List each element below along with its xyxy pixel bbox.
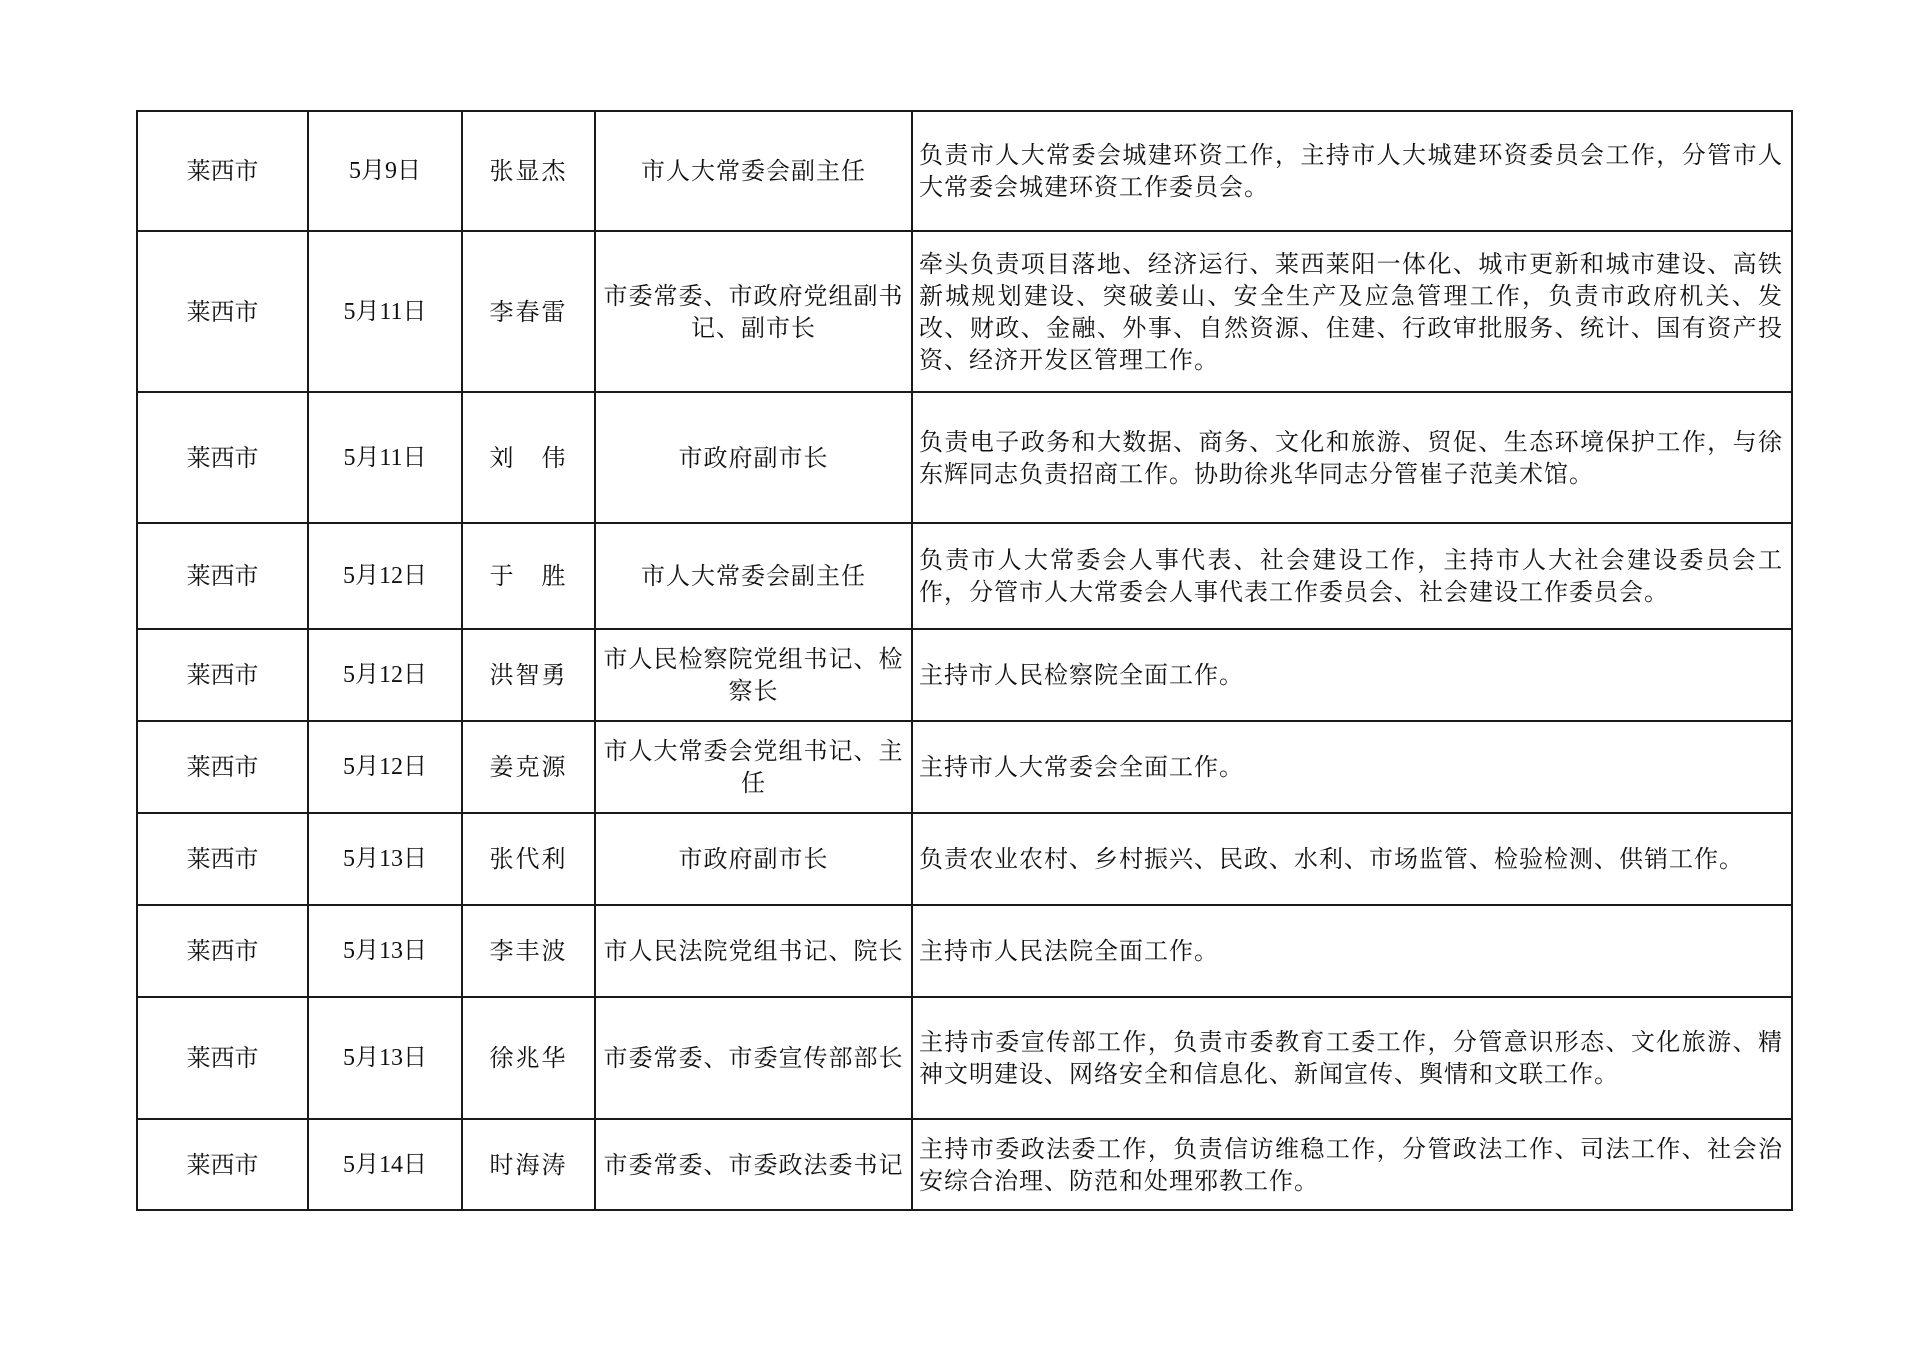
name-cell: 姜克源 bbox=[462, 721, 595, 813]
date-cell: 5月13日 bbox=[308, 813, 462, 905]
date-cell: 5月13日 bbox=[308, 905, 462, 997]
position-cell: 市人大常委会副主任 bbox=[595, 111, 912, 231]
date-cell: 5月13日 bbox=[308, 997, 462, 1119]
city-cell: 莱西市 bbox=[137, 392, 308, 523]
visit-schedule-table bbox=[136, 110, 1793, 1211]
table-row bbox=[137, 392, 1792, 523]
position-cell: 市政府副市长 bbox=[595, 813, 912, 905]
duties-cell: 负责市人大常委会城建环资工作，主持市人大城建环资委员会工作，分管市人大常委会城建环资工作委员会。 bbox=[912, 111, 1792, 231]
table-row bbox=[137, 997, 1792, 1119]
duties-cell: 牵头负责项目落地、经济运行、莱西莱阳一体化、城市更新和城市建设、高铁新城规划建设、突破姜山、安全生产及应急管理工作，负责市政府机关、发改、财政、金融、外事、自然资源、住建、行政审批服务、统计、国有资产投资、经济开发区管理工作。 bbox=[912, 231, 1792, 392]
duties-cell: 主持市人民法院全面工作。 bbox=[912, 905, 1792, 997]
name-cell: 刘 伟 bbox=[462, 392, 595, 523]
name-cell: 张显杰 bbox=[462, 111, 595, 231]
position-cell: 市委常委、市政府党组副书记、副市长 bbox=[595, 231, 912, 392]
position-cell: 市政府副市长 bbox=[595, 392, 912, 523]
date-cell: 5月12日 bbox=[308, 721, 462, 813]
duties-cell: 负责农业农村、乡村振兴、民政、水利、市场监管、检验检测、供销工作。 bbox=[912, 813, 1792, 905]
position-cell: 市人民法院党组书记、院长 bbox=[595, 905, 912, 997]
city-cell: 莱西市 bbox=[137, 721, 308, 813]
position-cell: 市人民检察院党组书记、检察长 bbox=[595, 629, 912, 721]
date-cell: 5月12日 bbox=[308, 523, 462, 629]
date-cell: 5月9日 bbox=[308, 111, 462, 231]
table-row bbox=[137, 111, 1792, 231]
city-cell: 莱西市 bbox=[137, 629, 308, 721]
table-row bbox=[137, 523, 1792, 629]
duties-cell: 主持市人民检察院全面工作。 bbox=[912, 629, 1792, 721]
name-cell: 于 胜 bbox=[462, 523, 595, 629]
city-cell: 莱西市 bbox=[137, 1119, 308, 1210]
table-row bbox=[137, 1119, 1792, 1210]
name-cell: 张代利 bbox=[462, 813, 595, 905]
table-row bbox=[137, 629, 1792, 721]
city-cell: 莱西市 bbox=[137, 813, 308, 905]
name-cell: 徐兆华 bbox=[462, 997, 595, 1119]
position-cell: 市委常委、市委政法委书记 bbox=[595, 1119, 912, 1210]
date-cell: 5月12日 bbox=[308, 629, 462, 721]
duties-cell: 负责市人大常委会人事代表、社会建设工作，主持市人大社会建设委员会工作，分管市人大常委会人事代表工作委员会、社会建设工作委员会。 bbox=[912, 523, 1792, 629]
date-cell: 5月11日 bbox=[308, 392, 462, 523]
city-cell: 莱西市 bbox=[137, 523, 308, 629]
position-cell: 市人大常委会副主任 bbox=[595, 523, 912, 629]
city-cell: 莱西市 bbox=[137, 111, 308, 231]
duties-cell: 主持市委宣传部工作，负责市委教育工委工作，分管意识形态、文化旅游、精神文明建设、网络安全和信息化、新闻宣传、舆情和文联工作。 bbox=[912, 997, 1792, 1119]
date-cell: 5月14日 bbox=[308, 1119, 462, 1210]
table-row bbox=[137, 813, 1792, 905]
name-cell: 李丰波 bbox=[462, 905, 595, 997]
name-cell: 时海涛 bbox=[462, 1119, 595, 1210]
city-cell: 莱西市 bbox=[137, 905, 308, 997]
position-cell: 市委常委、市委宣传部部长 bbox=[595, 997, 912, 1119]
name-cell: 洪智勇 bbox=[462, 629, 595, 721]
duties-cell: 负责电子政务和大数据、商务、文化和旅游、贸促、生态环境保护工作，与徐东辉同志负责招商工作。协助徐兆华同志分管崔子范美术馆。 bbox=[912, 392, 1792, 523]
duties-cell: 主持市人大常委会全面工作。 bbox=[912, 721, 1792, 813]
table-row bbox=[137, 721, 1792, 813]
date-cell: 5月11日 bbox=[308, 231, 462, 392]
city-cell: 莱西市 bbox=[137, 997, 308, 1119]
table-row bbox=[137, 905, 1792, 997]
duties-cell: 主持市委政法委工作，负责信访维稳工作，分管政法工作、司法工作、社会治安综合治理、防范和处理邪教工作。 bbox=[912, 1119, 1792, 1210]
position-cell: 市人大常委会党组书记、主任 bbox=[595, 721, 912, 813]
table-row bbox=[137, 231, 1792, 392]
city-cell: 莱西市 bbox=[137, 231, 308, 392]
name-cell: 李春雷 bbox=[462, 231, 595, 392]
